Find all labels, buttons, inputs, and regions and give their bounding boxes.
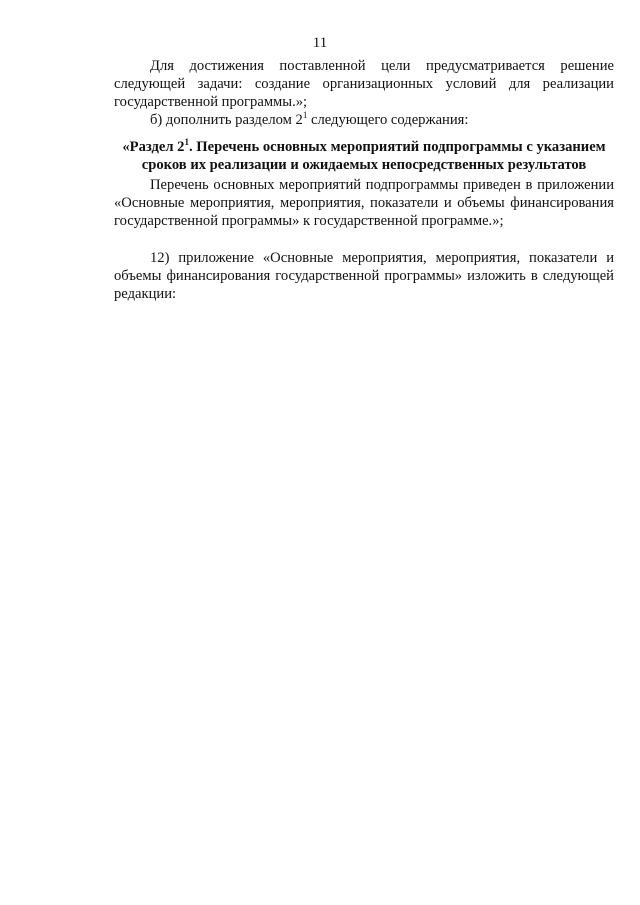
paragraph-list-of-measures: Перечень основных мероприятий подпрограммы приведен в приложении «Основные мероприятия, мероприятия, показатели и объемы финансирования государственной программы» к государственной программе.»;: [114, 177, 614, 229]
section-superscript: 1: [302, 110, 308, 121]
paragraph-add-section-text-before: б) дополнить разделом 2: [150, 112, 303, 128]
section-heading-text-before: «Раздел 2: [122, 139, 185, 155]
section-heading: [114, 138, 614, 174]
paragraph-add-section: [114, 111, 614, 129]
section-heading-superscript: 1: [184, 137, 189, 148]
paragraph-goal-task: Для достижения поставленной цели предусматривается решение следующей задачи: создание организационных условий для реализации государственной программы.»;: [114, 58, 614, 110]
paragraph-add-section-text-after: следующего содержания:: [307, 112, 469, 128]
paragraph-appendix-revision: 12) приложение «Основные мероприятия, мероприятия, показатели и объемы финансирования государственной программы» изложить в следующей редакции:: [114, 250, 614, 302]
section-heading-text-after: . Перечень основных мероприятий подпрограммы с указанием сроков их реализации и ожидаемых непосредственных результатов: [141, 139, 606, 173]
page-number: 11: [312, 35, 328, 51]
